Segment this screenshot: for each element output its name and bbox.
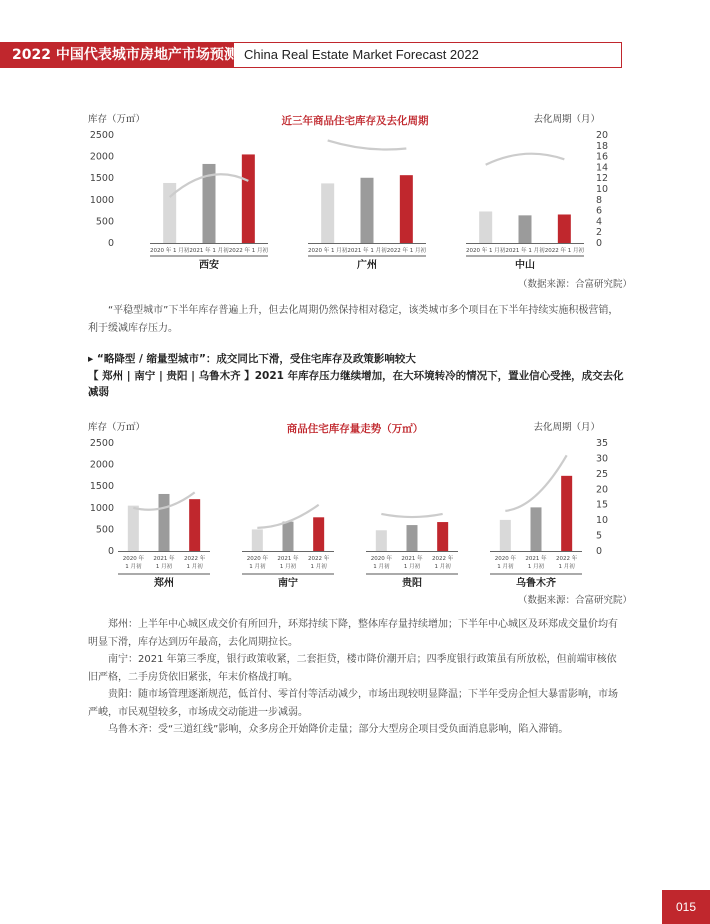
x-tick-label: 2020 年 xyxy=(370,556,392,562)
y-tick-right: 16 xyxy=(596,151,609,163)
cycle-line-乌鲁木齐 xyxy=(505,455,566,511)
chart-title: 商品住宅库存量走势（万㎡） xyxy=(286,423,424,435)
y-tick-right: 15 xyxy=(596,499,609,511)
x-tick-label: 1 月初 xyxy=(373,564,390,570)
x-tick-label: 1 月初 xyxy=(527,564,545,570)
x-tick-label: 2021 年 xyxy=(401,556,423,562)
chart2-source: （数据来源：合富研究院） xyxy=(518,595,633,606)
y-tick-right: 25 xyxy=(596,468,609,480)
subheading-city-group: 【 郑州 | 南宁 | 贵阳 | 乌鲁木齐 】2021 年库存压力继续增加，在大环境转冷的情况下，置业信心受挫，成交去化减弱 xyxy=(88,370,624,398)
x-tick-label: 2020 年 1 月初 xyxy=(308,248,348,254)
y-tick-right: 2 xyxy=(596,227,603,239)
x-tick-label: 2022 年 xyxy=(432,556,454,562)
bar-贵阳-2 xyxy=(437,522,448,551)
paragraph-guiyang: 贵阳：随市场管理逐渐规范，低首付、零首付等活动减少，市场出现较明显降温；下半年受房企恒大暴雷影响，市场严峻，市民观望较多，市场成交动能进一步减弱。 xyxy=(88,689,618,718)
cycle-line-中山 xyxy=(486,154,565,165)
bar-广州-1 xyxy=(361,178,374,243)
bar-郑州-1 xyxy=(159,494,170,551)
bar-西安-2 xyxy=(242,154,255,243)
paragraph-nanning: 南宁：2021 年第三季度，银行政策收紧，二套拒贷，楼市降价潮开启；四季度银行政策虽有所放松，但前端审核依旧严格，二手房贷依旧紧张，年末价格战打响。 xyxy=(88,654,617,683)
x-tick-label: 2022 年 1 月初 xyxy=(228,248,268,254)
bar-南宁-2 xyxy=(313,517,324,551)
x-tick-label: 1 月初 xyxy=(249,564,266,570)
x-tick-label: 2021 年 1 月初 xyxy=(505,248,545,254)
x-tick-label: 2020 年 xyxy=(494,556,516,562)
y-tick-right: 20 xyxy=(596,484,609,496)
x-tick-label: 2020 年 xyxy=(246,556,268,562)
x-tick-label: 2022 年 1 月初 xyxy=(544,248,584,254)
y-tick-right: 10 xyxy=(596,184,609,195)
city-name-乌鲁木齐: 乌鲁木齐 xyxy=(516,578,556,589)
chart-title: 近三年商品住宅库存及去化周期 xyxy=(281,115,429,127)
y-tick-right: 20 xyxy=(596,130,609,141)
y-tick-left: 1000 xyxy=(89,194,114,206)
city-name-中山: 中山 xyxy=(515,260,535,271)
y-tick-left: 2000 xyxy=(89,151,114,163)
bar-广州-0 xyxy=(321,183,334,243)
y-tick-left: 0 xyxy=(107,546,114,557)
x-tick-label: 2021 年 1 月初 xyxy=(347,248,387,254)
bar-贵阳-0 xyxy=(376,530,387,551)
y-tick-right: 0 xyxy=(596,546,603,557)
page-header xyxy=(0,42,622,68)
bar-广州-2 xyxy=(400,175,413,243)
bar-郑州-2 xyxy=(189,499,200,551)
bar-贵阳-1 xyxy=(407,525,418,551)
x-tick-label: 2021 年 xyxy=(277,556,299,562)
y-tick-right: 6 xyxy=(596,205,603,217)
inventory-cycle-chart xyxy=(88,110,628,290)
bar-乌鲁木齐-0 xyxy=(500,520,511,551)
header-title-cn: 2022 中国代表城市房地产市场预测 xyxy=(0,42,234,68)
paragraph-stable-cities: “平稳型城市”下半年库存普遍上升，但去化周期仍然保持相对稳定，该类城市多个项目在下半年持续实施积极营销，利于缓减库存压力。 xyxy=(88,305,619,334)
x-tick-label: 1 月初 xyxy=(125,564,142,570)
page-number: 015 xyxy=(662,890,710,924)
y-tick-right: 18 xyxy=(596,140,609,152)
paragraph-zhengzhou: 郑州：上半年中心城区成交价有所回升，环郑持续下降，整体库存量持续增加；下半年中心城区及环郑成交量价均有明显下滑，库存达到历年最高，去化周期拉长。 xyxy=(88,619,618,648)
x-tick-label: 1 月初 xyxy=(497,564,514,570)
city-name-贵阳: 贵阳 xyxy=(402,578,422,589)
city-name-广州: 广州 xyxy=(357,260,377,271)
x-tick-label: 1 月初 xyxy=(279,564,297,570)
x-tick-label: 1 月初 xyxy=(558,564,575,570)
x-tick-label: 2021 年 1 月初 xyxy=(189,248,229,254)
bar-中山-1 xyxy=(519,215,532,243)
bar-乌鲁木齐-2 xyxy=(561,476,572,551)
x-tick-label: 1 月初 xyxy=(310,564,327,570)
y-axis-left-label: 库存（万㎡） xyxy=(88,422,146,433)
y-tick-left: 1500 xyxy=(89,481,114,493)
y-axis-right-label: 去化周期（月） xyxy=(533,422,600,433)
y-tick-right: 14 xyxy=(596,162,609,174)
cycle-line-广州 xyxy=(328,140,407,149)
city-name-南宁: 南宁 xyxy=(278,578,298,589)
x-tick-label: 1 月初 xyxy=(186,564,203,570)
y-tick-left: 1000 xyxy=(89,502,114,514)
x-tick-label: 1 月初 xyxy=(155,564,173,570)
x-tick-label: 1 月初 xyxy=(403,564,421,570)
y-tick-right: 4 xyxy=(596,216,603,228)
city-name-西安: 西安 xyxy=(199,260,219,271)
city-name-郑州: 郑州 xyxy=(154,578,174,589)
y-tick-left: 2000 xyxy=(89,459,114,471)
y-axis-right-label: 去化周期（月） xyxy=(533,114,600,125)
bar-中山-0 xyxy=(479,211,492,243)
y-tick-right: 8 xyxy=(596,194,603,206)
x-tick-label: 1 月初 xyxy=(434,564,451,570)
y-tick-left: 0 xyxy=(107,238,114,249)
bar-郑州-0 xyxy=(128,506,139,551)
y-tick-right: 12 xyxy=(596,173,609,185)
bar-南宁-1 xyxy=(283,522,294,551)
y-tick-right: 10 xyxy=(596,515,609,527)
x-tick-label: 2021 年 xyxy=(525,556,547,562)
bar-中山-2 xyxy=(558,214,571,243)
y-tick-left: 500 xyxy=(95,524,114,536)
y-tick-left: 500 xyxy=(95,216,114,228)
y-tick-right: 0 xyxy=(596,238,603,249)
header-title-en: China Real Estate Market Forecast 2022 xyxy=(234,42,622,68)
x-tick-label: 2021 年 xyxy=(153,556,175,562)
y-tick-right: 5 xyxy=(596,530,603,542)
bar-南宁-0 xyxy=(252,529,263,551)
x-tick-label: 2020 年 xyxy=(122,556,144,562)
x-tick-label: 2022 年 xyxy=(184,556,206,562)
bar-乌鲁木齐-1 xyxy=(531,507,542,551)
x-tick-label: 2022 年 xyxy=(308,556,330,562)
y-tick-left: 1500 xyxy=(89,173,114,185)
cycle-line-贵阳 xyxy=(381,514,442,517)
inventory-trend-chart xyxy=(88,418,628,593)
x-tick-label: 2020 年 1 月初 xyxy=(466,248,506,254)
y-tick-left: 2500 xyxy=(89,130,114,141)
y-tick-right: 35 xyxy=(596,438,609,449)
subheading-declining-cities: ▸ “略降型 / 缩量型城市”：成交同比下滑，受住宅库存及政策影响较大 xyxy=(88,353,416,365)
chart1-source: （数据来源：合富研究院） xyxy=(518,279,633,290)
x-tick-label: 2020 年 1 月初 xyxy=(150,248,190,254)
paragraph-urumqi: 乌鲁木齐：受“三道红线”影响，众多房企开始降价走量；部分大型房企项目受负面消息影响，陷入滞销。 xyxy=(108,724,569,735)
y-axis-left-label: 库存（万㎡） xyxy=(88,114,146,125)
y-tick-right: 30 xyxy=(596,453,609,465)
y-tick-left: 2500 xyxy=(89,438,114,449)
x-tick-label: 2022 年 xyxy=(556,556,578,562)
x-tick-label: 2022 年 1 月初 xyxy=(386,248,426,254)
